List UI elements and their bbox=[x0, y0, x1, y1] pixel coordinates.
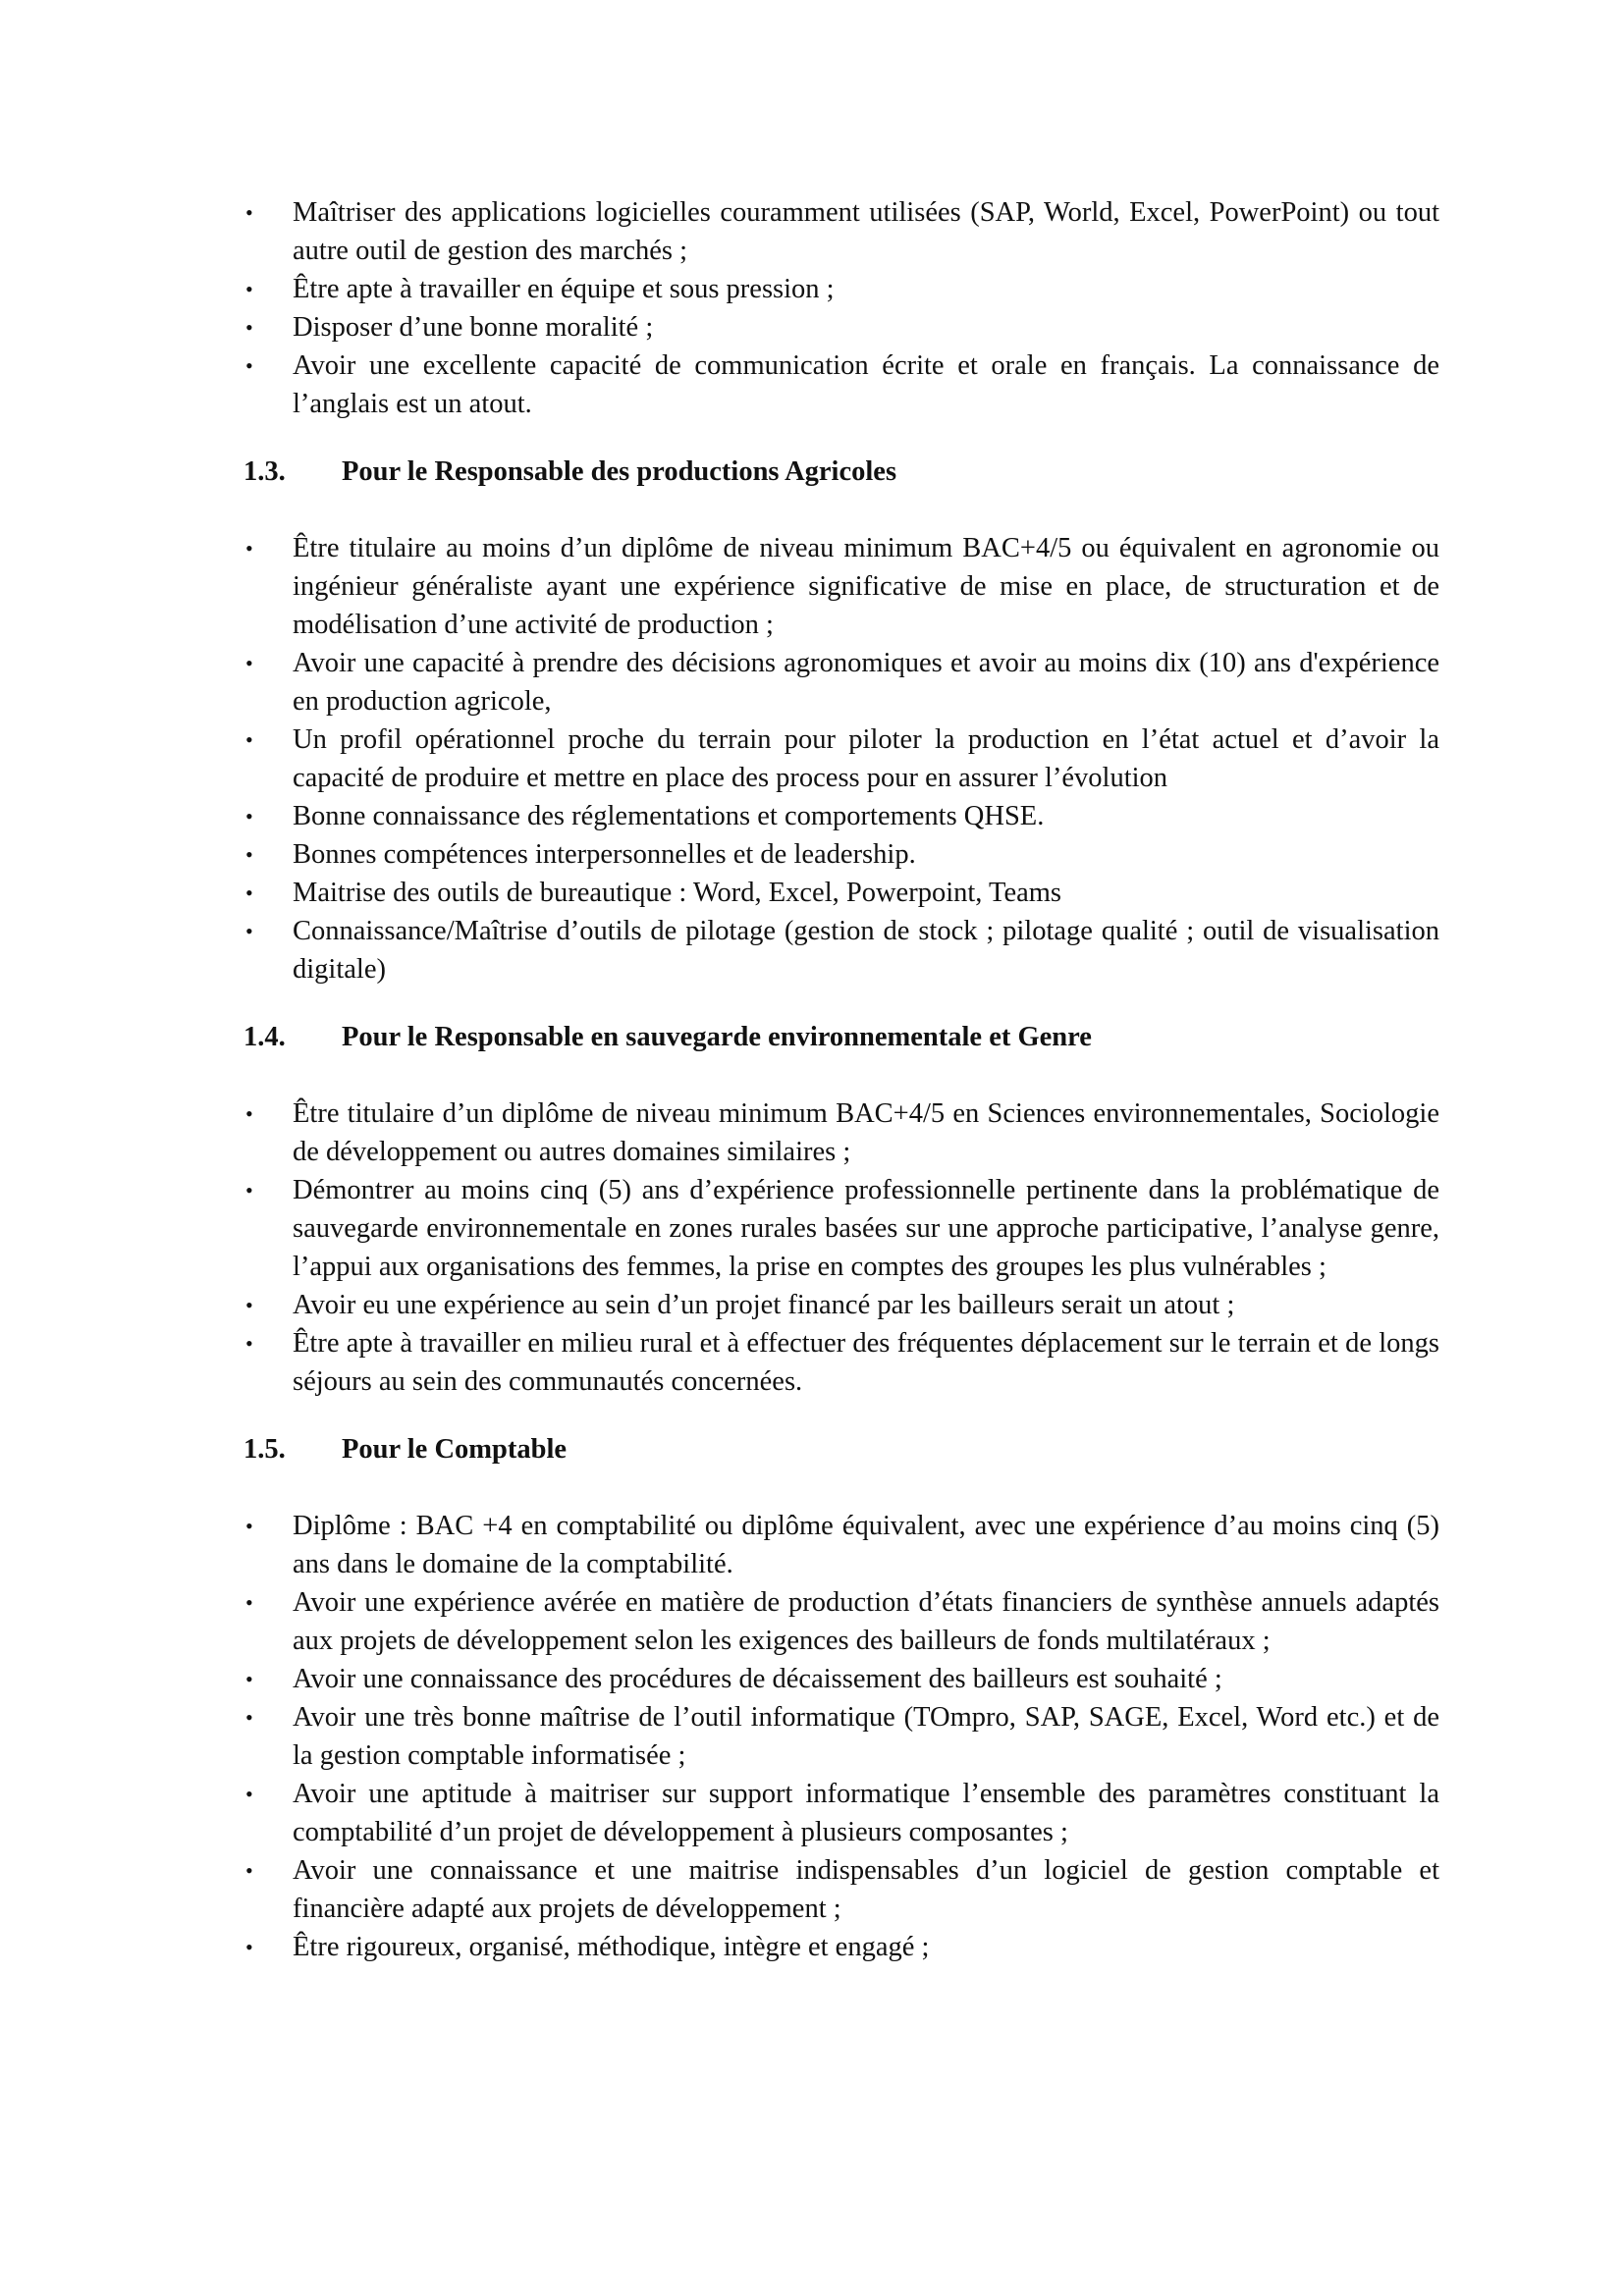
section-heading-1-5 bbox=[244, 1430, 1439, 1468]
section-heading-1-4 bbox=[244, 1018, 1439, 1056]
bullet-icon: • bbox=[245, 1935, 253, 1959]
bullet-icon: • bbox=[245, 277, 253, 301]
list-item: • Avoir une connaissance et une maitrise indispensables d’un logiciel de gestion comptable et financière adapté aux projets de développement ; bbox=[244, 1851, 1439, 1928]
list-item: • Démontrer au moins cinq (5) ans d’expérience professionnelle pertinente dans la problématique de sauvegarde environnementale en zones rurales basées sur une approche participative, l’analyse genre, l’appui aux organisations des femmes, la prise en comptes des groupes les plus vulnérables ; bbox=[244, 1171, 1439, 1286]
bullet-icon: • bbox=[245, 1667, 253, 1691]
section-1-4-bullet-list bbox=[244, 1095, 1439, 1401]
list-item: • Être titulaire d’un diplôme de niveau minimum BAC+4/5 en Sciences environnementales, Sociologie de développement ou autres domaines similaires ; bbox=[244, 1095, 1439, 1171]
bullet-icon: • bbox=[245, 1293, 253, 1317]
list-item: • Maîtriser des applications logicielles couramment utilisées (SAP, World, Excel, PowerPoint) ou tout autre outil de gestion des marchés ; bbox=[244, 193, 1439, 270]
bullet-icon: • bbox=[245, 1101, 253, 1126]
list-item: • Bonnes compétences interpersonnelles et de leadership. bbox=[244, 835, 1439, 874]
bullet-icon: • bbox=[245, 1514, 253, 1538]
section-number: 1.5. bbox=[244, 1434, 286, 1465]
bullet-icon: • bbox=[245, 651, 253, 675]
list-item: • Disposer d’une bonne moralité ; bbox=[244, 308, 1439, 347]
list-item: • Avoir une aptitude à maitriser sur support informatique l’ensemble des paramètres constituant la comptabilité d’un projet de développement à plusieurs composantes ; bbox=[244, 1775, 1439, 1851]
list-item: • Être apte à travailler en équipe et sous pression ; bbox=[244, 270, 1439, 308]
bullet-icon: • bbox=[245, 315, 253, 340]
section-heading-1-3 bbox=[244, 453, 1439, 491]
list-item: • Bonne connaissance des réglementations et comportements QHSE. bbox=[244, 797, 1439, 835]
list-item: • Connaissance/Maîtrise d’outils de pilotage (gestion de stock ; pilotage qualité ; outil de visualisation digitale) bbox=[244, 912, 1439, 988]
bullet-icon: • bbox=[245, 353, 253, 378]
section-1-3-bullet-list bbox=[244, 529, 1439, 988]
list-item: • Être titulaire au moins d’un diplôme de niveau minimum BAC+4/5 ou équivalent en agronomie ou ingénieur généraliste ayant une expérience significative de mise en place, de structuration et de modélisation d’une activité de production ; bbox=[244, 529, 1439, 644]
section-title: Pour le Responsable en sauvegarde environnementale et Genre bbox=[342, 1022, 1092, 1052]
list-item: • Avoir une capacité à prendre des décisions agronomiques et avoir au moins dix (10) ans d'expérience en production agricole, bbox=[244, 644, 1439, 721]
bullet-icon: • bbox=[245, 881, 253, 905]
intro-bullet-list bbox=[244, 193, 1439, 423]
list-item: • Être apte à travailler en milieu rural et à effectuer des fréquentes déplacement sur le terrain et de longs séjours au sein des communautés concernées. bbox=[244, 1324, 1439, 1401]
list-item: • Être rigoureux, organisé, méthodique, intègre et engagé ; bbox=[244, 1928, 1439, 1966]
section-1-5-bullet-list bbox=[244, 1507, 1439, 1966]
section-title: Pour le Comptable bbox=[342, 1434, 568, 1465]
list-item: • Avoir eu une expérience au sein d’un projet financé par les bailleurs serait un atout ; bbox=[244, 1286, 1439, 1324]
bullet-icon: • bbox=[245, 1705, 253, 1730]
bullet-icon: • bbox=[245, 200, 253, 225]
list-item: • Diplôme : BAC +4 en comptabilité ou diplôme équivalent, avec une expérience d’au moins cinq (5) ans dans le domaine de la comptabilité. bbox=[244, 1507, 1439, 1583]
list-item: • Avoir une expérience avérée en matière de production d’états financiers de synthèse annuels adaptés aux projets de développement selon les exigences des bailleurs de fonds multilatéraux ; bbox=[244, 1583, 1439, 1660]
bullet-icon: • bbox=[245, 842, 253, 867]
bullet-icon: • bbox=[245, 1331, 253, 1356]
bullet-icon: • bbox=[245, 804, 253, 828]
list-item: • Avoir une excellente capacité de communication écrite et orale en français. La connaissance de l’anglais est un atout. bbox=[244, 347, 1439, 423]
list-item: • Avoir une connaissance des procédures de décaissement des bailleurs est souhaité ; bbox=[244, 1660, 1439, 1698]
bullet-icon: • bbox=[245, 1590, 253, 1615]
section-title: Pour le Responsable des productions Agricoles bbox=[342, 456, 897, 487]
section-number: 1.3. bbox=[244, 456, 286, 487]
document-page bbox=[244, 193, 1439, 1966]
list-item: • Un profil opérationnel proche du terrain pour piloter la production en l’état actuel et d’avoir la capacité de produire et mettre en place des process pour en assurer l’évolution bbox=[244, 721, 1439, 797]
bullet-icon: • bbox=[245, 1858, 253, 1883]
section-number: 1.4. bbox=[244, 1022, 286, 1052]
list-item: • Avoir une très bonne maîtrise de l’outil informatique (TOmpro, SAP, SAGE, Excel, Word etc.) et de la gestion comptable informatisée ; bbox=[244, 1698, 1439, 1775]
bullet-icon: • bbox=[245, 727, 253, 752]
bullet-icon: • bbox=[245, 1782, 253, 1806]
list-item: • Maitrise des outils de bureautique : Word, Excel, Powerpoint, Teams bbox=[244, 874, 1439, 912]
bullet-icon: • bbox=[245, 1178, 253, 1202]
bullet-icon: • bbox=[245, 919, 253, 943]
bullet-icon: • bbox=[245, 536, 253, 561]
